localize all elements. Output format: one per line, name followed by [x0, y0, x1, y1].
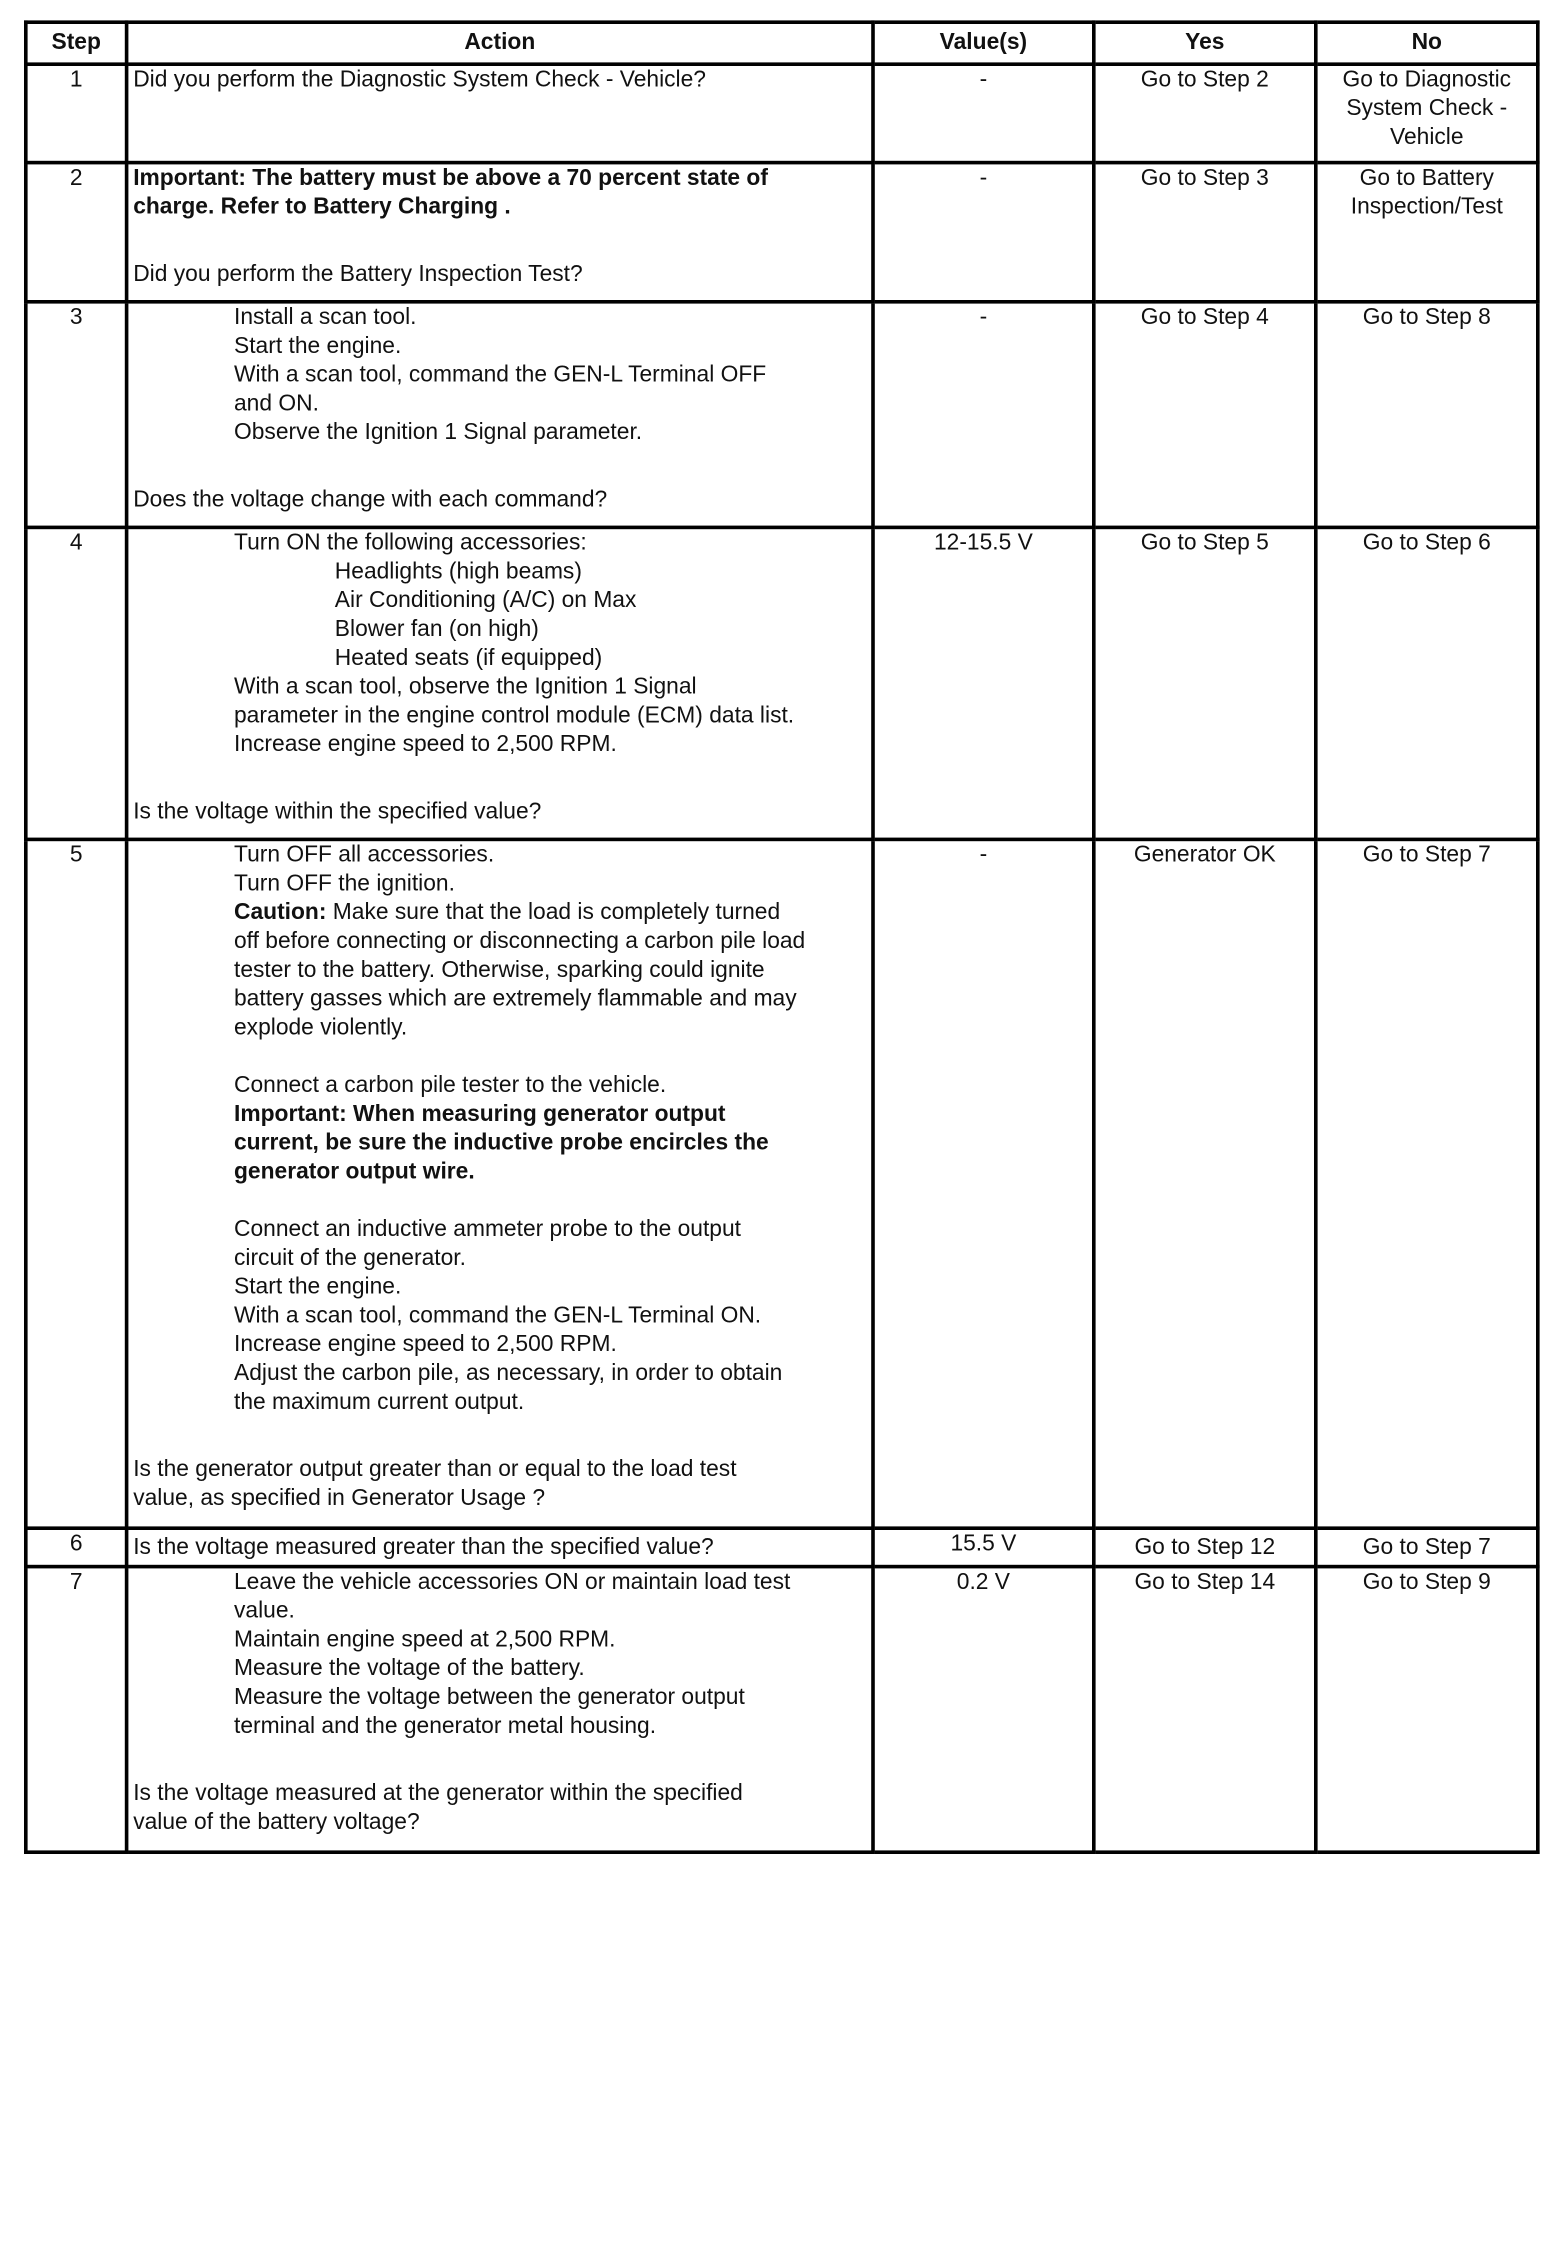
action-line: Start the engine. — [234, 333, 402, 359]
question-text: Does the voltage change with each command? — [133, 487, 608, 513]
header-yes: Yes — [1094, 22, 1316, 64]
caution-line: explode violently. — [234, 1015, 408, 1041]
no-cell — [1316, 64, 1538, 162]
caution-line: off before connecting or disconnecting a carbon pile load — [234, 928, 806, 955]
value-cell: - — [873, 302, 1094, 528]
yes-cell: Go to Step 4 — [1094, 302, 1316, 528]
header-action: Action — [127, 22, 873, 64]
header-values: Value(s) — [873, 22, 1094, 64]
table-row-step-1 — [26, 64, 1538, 162]
value-cell: - — [873, 64, 1094, 162]
accessory-item: Headlights (high beams) — [334, 559, 582, 585]
action-line: the maximum current output. — [234, 1389, 525, 1415]
action-line: terminal and the generator metal housing. — [234, 1713, 657, 1739]
action-line: Observe the Ignition 1 Signal parameter. — [234, 420, 643, 446]
caution-line: battery gasses which are extremely flammable and may — [234, 986, 797, 1012]
action-line: Connect an inductive ammeter probe to the output — [234, 1216, 741, 1242]
action-line: Maintain engine speed at 2,500 RPM. — [234, 1627, 616, 1653]
action-cell — [127, 302, 873, 528]
value-cell: - — [873, 839, 1094, 1528]
no-line: Inspection/Test — [1350, 194, 1503, 220]
action-line: Increase engine speed to 2,500 RPM. — [234, 732, 617, 758]
header-step: Step — [26, 22, 127, 64]
no-line: Go to Diagnostic — [1342, 67, 1512, 93]
action-line: Start the engine. — [234, 1274, 402, 1300]
action-line: Install a scan tool. — [234, 304, 417, 330]
header-no: No — [1316, 22, 1538, 64]
important-note: Important: When measuring generator output — [234, 1101, 726, 1127]
no-cell: Go to Step 7 — [1316, 839, 1538, 1528]
table-row-step-5 — [26, 839, 1538, 1528]
action-line: and ON. — [234, 391, 319, 417]
yes-cell: Go to Step 3 — [1094, 163, 1316, 302]
question-text: Is the voltage measured greater than the specified value? — [133, 1534, 714, 1560]
caution-line: tester to the battery. Otherwise, sparking could ignite — [234, 957, 765, 983]
yes-cell: Go to Step 5 — [1094, 527, 1316, 839]
question-text: value, as specified in Generator Usage ? — [133, 1485, 546, 1511]
value-cell: 0.2 V — [873, 1567, 1094, 1853]
table-row-step-6 — [26, 1528, 1538, 1566]
no-line: System Check - — [1346, 96, 1508, 122]
table-row-step-3 — [26, 302, 1538, 528]
no-line: Go to Battery — [1359, 165, 1494, 191]
caution-label: Caution: — [234, 900, 327, 926]
question-text: Is the generator output greater than or equal to the load test — [133, 1456, 737, 1482]
action-line: Adjust the carbon pile, as necessary, in order to obtain — [234, 1360, 783, 1386]
step-number: 1 — [26, 64, 127, 162]
yes-cell: Go to Step 14 — [1094, 1567, 1316, 1853]
action-cell — [127, 163, 873, 302]
important-note: Important: The battery must be above a 70 percent state of — [133, 165, 768, 191]
no-cell: Go to Step 9 — [1316, 1567, 1538, 1853]
no-cell: Go to Step 6 — [1316, 527, 1538, 839]
accessory-item: Heated seats (if equipped) — [334, 645, 603, 671]
yes-cell: Go to Step 12 — [1094, 1528, 1316, 1566]
header-row — [26, 22, 1538, 64]
value-cell: 12-15.5 V — [873, 527, 1094, 839]
action-line: circuit of the generator. — [234, 1245, 466, 1271]
action-line: Turn OFF all accessories. — [234, 842, 495, 868]
action-line: Measure the voltage between the generator output — [234, 1684, 745, 1711]
accessory-item: Blower fan (on high) — [334, 616, 539, 642]
value-cell: - — [873, 163, 1094, 302]
action-line: parameter in the engine control module (ECM) data list. — [234, 703, 795, 729]
action-line: With a scan tool, command the GEN-L Terminal ON. — [234, 1303, 762, 1329]
action-cell — [127, 1528, 873, 1566]
important-note: charge. Refer to Battery Charging . — [133, 194, 511, 220]
no-cell: Go to Step 8 — [1316, 302, 1538, 528]
table-row-step-7 — [26, 1567, 1538, 1853]
no-line: Vehicle — [1390, 124, 1464, 150]
diagnostic-table — [24, 20, 1540, 1854]
important-note: generator output wire. — [234, 1159, 475, 1185]
no-cell: Go to Step 7 — [1316, 1528, 1538, 1566]
action-line: With a scan tool, observe the Ignition 1 Signal — [234, 674, 697, 700]
caution-note — [133, 899, 866, 928]
yes-cell: Go to Step 2 — [1094, 64, 1316, 162]
step-number: 7 — [26, 1567, 127, 1853]
step-number: 5 — [26, 839, 127, 1528]
action-line: Measure the voltage of the battery. — [234, 1656, 585, 1682]
action-line: Turn ON the following accessories: — [234, 530, 587, 556]
action-line: Turn OFF the ignition. — [234, 871, 455, 897]
step-number: 4 — [26, 527, 127, 839]
action-cell — [127, 1567, 873, 1853]
table-row-step-2 — [26, 163, 1538, 302]
action-cell — [127, 64, 873, 162]
no-cell — [1316, 163, 1538, 302]
yes-cell: Generator OK — [1094, 839, 1316, 1528]
action-line: Leave the vehicle accessories ON or maintain load test — [234, 1569, 791, 1595]
step-number: 6 — [26, 1528, 127, 1566]
step-number: 2 — [26, 163, 127, 302]
action-cell — [127, 839, 873, 1528]
table-row-step-4 — [26, 527, 1538, 839]
action-line: Increase engine speed to 2,500 RPM. — [234, 1332, 617, 1358]
question-text: Is the voltage within the specified value? — [133, 799, 542, 825]
caution-text: Make sure that the load is completely turned — [326, 900, 781, 926]
action-line: With a scan tool, command the GEN-L Terminal OFF — [234, 362, 767, 388]
value-cell: 15.5 V — [873, 1528, 1094, 1566]
action-cell — [127, 527, 873, 839]
important-note: current, be sure the inductive probe encircles the — [234, 1130, 769, 1156]
question-text: Did you perform the Battery Inspection Test? — [133, 261, 583, 287]
action-line: Connect a carbon pile tester to the vehicle. — [234, 1072, 667, 1098]
question-text: Is the voltage measured at the generator within the specified — [133, 1780, 743, 1807]
question-text: Did you perform the Diagnostic System Check - Vehicle? — [133, 67, 706, 93]
step-number: 3 — [26, 302, 127, 528]
accessory-item: Air Conditioning (A/C) on Max — [334, 588, 637, 614]
action-line: value. — [234, 1598, 295, 1624]
question-text: value of the battery voltage? — [133, 1809, 420, 1835]
